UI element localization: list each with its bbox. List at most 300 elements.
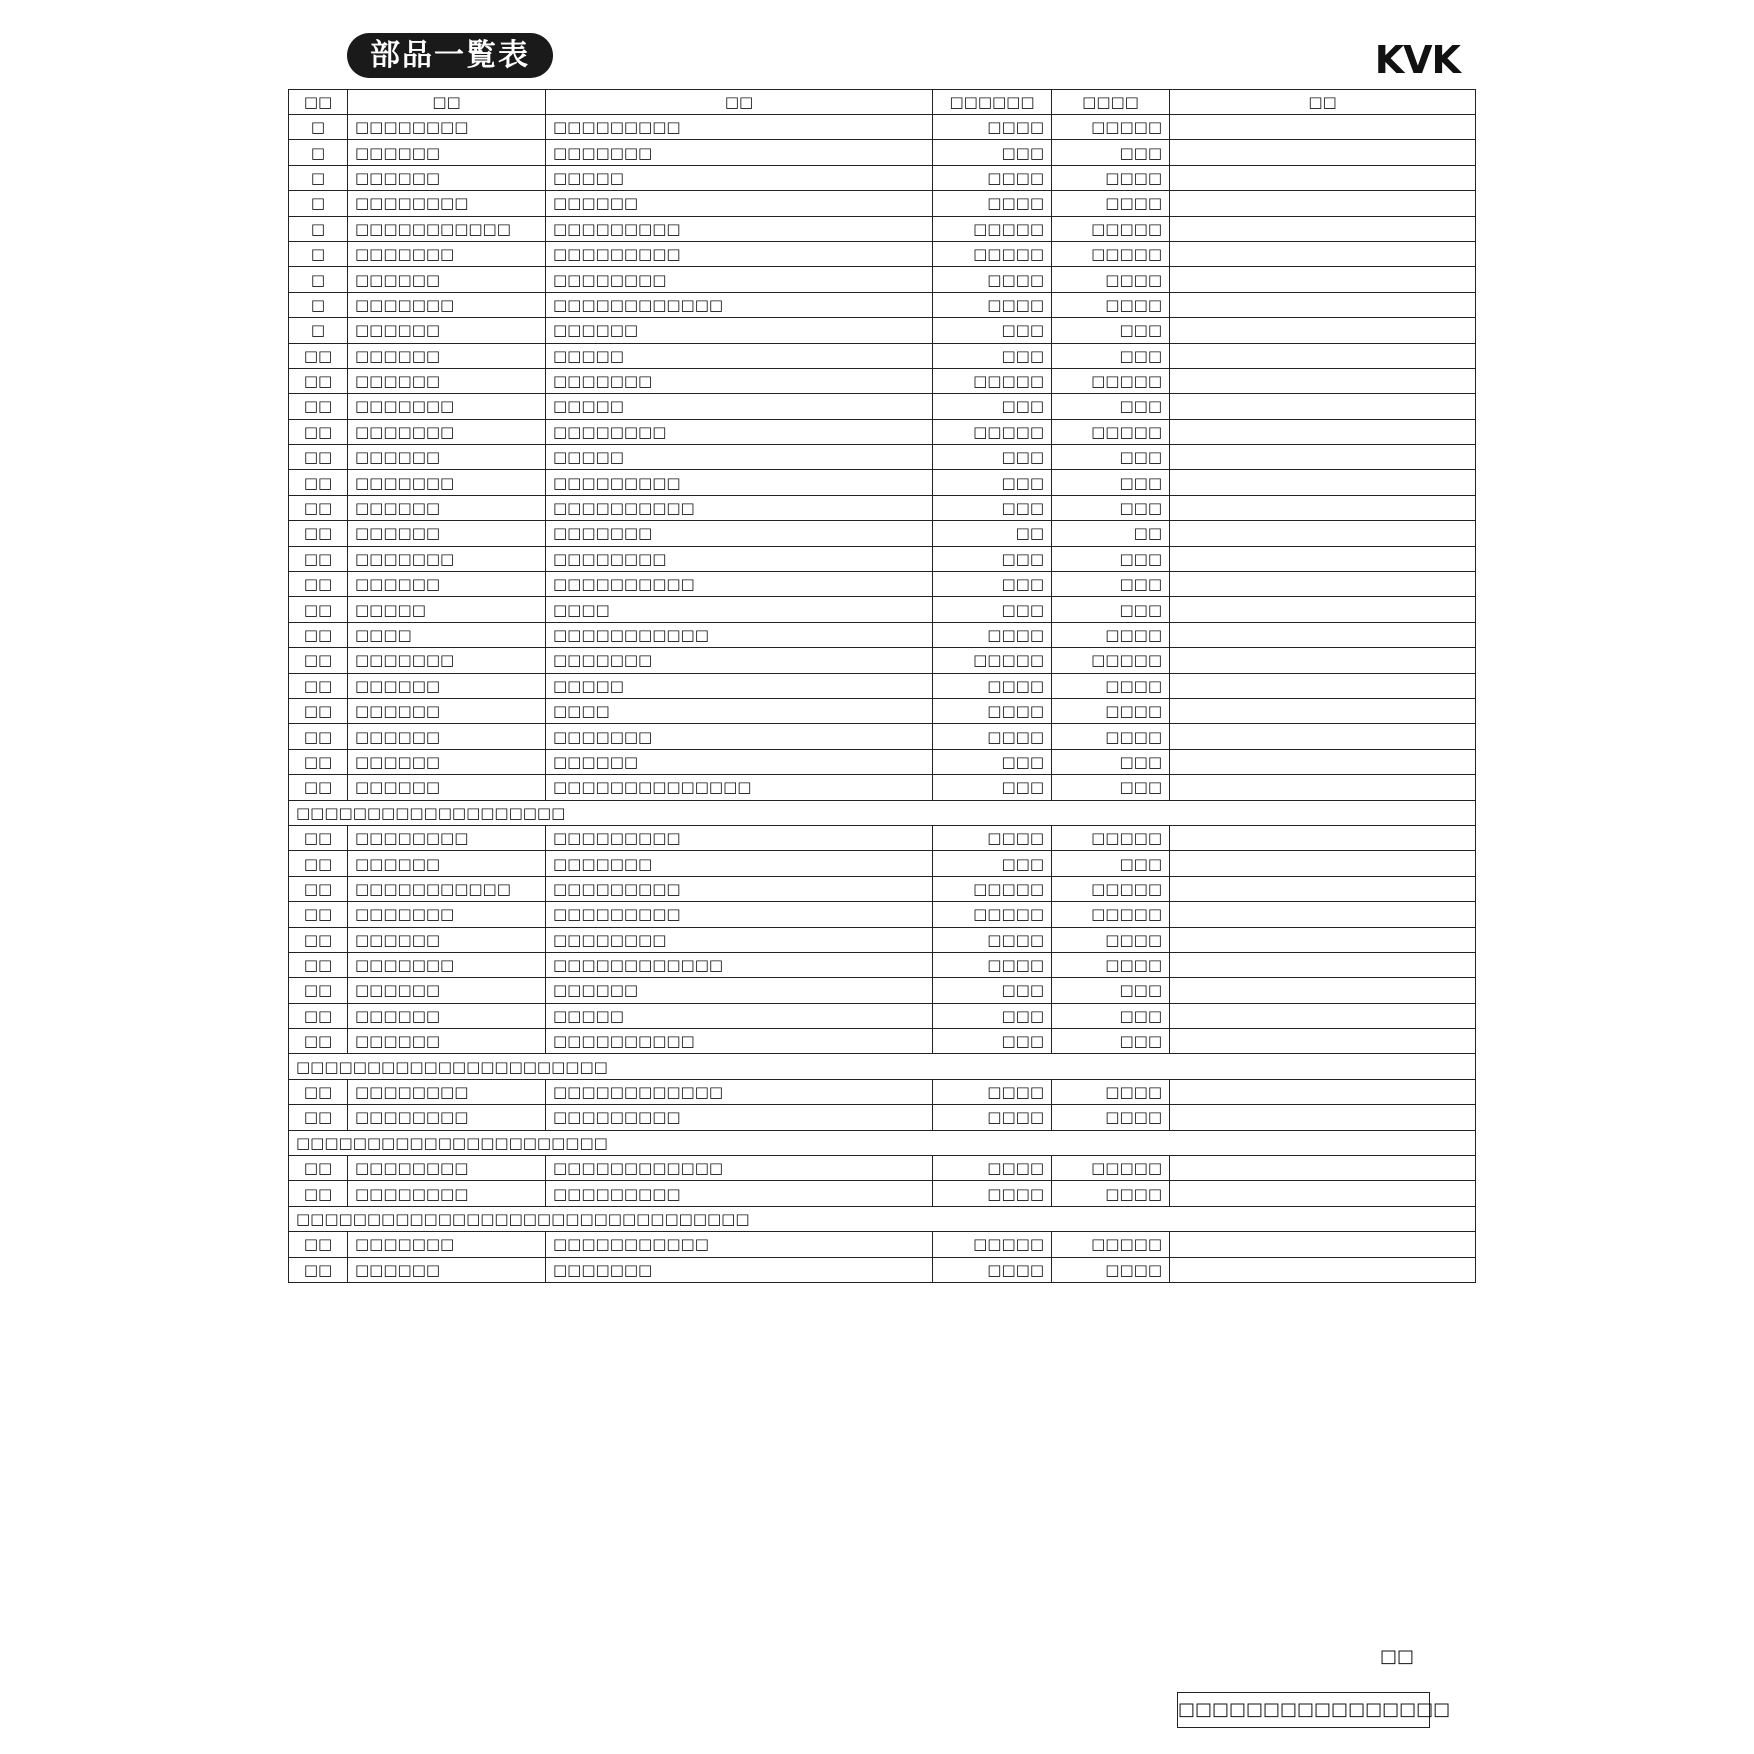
price-excl-tax: □□□□□ (1052, 1232, 1170, 1257)
table-row (289, 140, 1476, 165)
remarks (1170, 622, 1476, 647)
table-row (289, 978, 1476, 1003)
price-excl-tax: □□□□□ (1052, 1156, 1170, 1181)
remarks (1170, 825, 1476, 850)
table-row (289, 241, 1476, 266)
part-number: □□ (289, 597, 348, 622)
part-code: □□□□□ (348, 597, 546, 622)
remarks (1170, 318, 1476, 343)
part-name: □□□□□ (546, 445, 933, 470)
part-number: □□ (289, 825, 348, 850)
brand-logo: KVK (1374, 38, 1460, 82)
part-name: □□□□□ (546, 394, 933, 419)
list-price: □□□□ (933, 698, 1052, 723)
part-name: □□□□□□□□□ (546, 1181, 933, 1206)
part-name: □□□□□□□ (546, 521, 933, 546)
remarks (1170, 927, 1476, 952)
parts-table (288, 89, 1476, 1283)
remarks (1170, 1257, 1476, 1282)
price-excl-tax: □□□□□ (1052, 648, 1170, 673)
part-code: □□□□□□ (348, 978, 546, 1003)
section-row (289, 800, 1476, 825)
table-body (289, 115, 1476, 1283)
part-code: □□□□□□□□□□□ (348, 216, 546, 241)
remarks (1170, 978, 1476, 1003)
part-name: □□□□□□□ (546, 851, 933, 876)
price-excl-tax: □□□□ (1052, 952, 1170, 977)
price-excl-tax: □□□ (1052, 749, 1170, 774)
column-header-note: □□ (1170, 90, 1476, 115)
list-price: □□□□ (933, 1105, 1052, 1130)
part-name: □□□□□□□□□□□□ (546, 1079, 933, 1104)
remarks (1170, 419, 1476, 444)
remarks (1170, 546, 1476, 571)
price-excl-tax: □□□□□ (1052, 115, 1170, 140)
part-code: □□□□□□□ (348, 1232, 546, 1257)
remarks (1170, 851, 1476, 876)
part-number: □□ (289, 495, 348, 520)
table-row (289, 902, 1476, 927)
list-price: □□□□□ (933, 1232, 1052, 1257)
remarks (1170, 495, 1476, 520)
part-number: □□ (289, 724, 348, 749)
part-number: □□ (289, 622, 348, 647)
list-price: □□□ (933, 572, 1052, 597)
part-code: □□□□□□□□ (348, 1079, 546, 1104)
remarks (1170, 775, 1476, 800)
table-row (289, 724, 1476, 749)
part-number: □□ (289, 546, 348, 571)
part-number: □□ (289, 978, 348, 1003)
price-excl-tax: □□□ (1052, 1003, 1170, 1028)
part-name: □□□□□□□ (546, 140, 933, 165)
remarks (1170, 267, 1476, 292)
price-excl-tax: □□□□□ (1052, 419, 1170, 444)
part-name: □□□□□□□□□ (546, 216, 933, 241)
part-name: □□□□□ (546, 343, 933, 368)
part-number: □ (289, 267, 348, 292)
part-number: □□ (289, 648, 348, 673)
part-number: □□ (289, 851, 348, 876)
part-code: □□□□□□□ (348, 292, 546, 317)
price-excl-tax: □□□ (1052, 1029, 1170, 1054)
part-number: □□ (289, 470, 348, 495)
price-excl-tax: □□□ (1052, 546, 1170, 571)
price-excl-tax: □□□□ (1052, 1105, 1170, 1130)
section-row (289, 1054, 1476, 1079)
part-name: □□□□ (546, 597, 933, 622)
list-price: □□□□ (933, 191, 1052, 216)
part-name: □□□□□□□□□□□□ (546, 1156, 933, 1181)
column-header-excl: □□□□ (1052, 90, 1170, 115)
part-code: □□□□□□ (348, 572, 546, 597)
section-row (289, 1206, 1476, 1231)
part-number: □□ (289, 1079, 348, 1104)
part-number: □ (289, 191, 348, 216)
list-price: □□□□ (933, 952, 1052, 977)
list-price: □□□ (933, 851, 1052, 876)
part-number: □ (289, 140, 348, 165)
part-number: □□ (289, 952, 348, 977)
part-name: □□□□□□□□□ (546, 902, 933, 927)
column-header-name: □□ (546, 90, 933, 115)
table-header-row (289, 90, 1476, 115)
list-price: □□□□ (933, 1181, 1052, 1206)
table-row (289, 318, 1476, 343)
part-number: □□ (289, 445, 348, 470)
part-number: □ (289, 115, 348, 140)
part-name: □□□□□□ (546, 191, 933, 216)
part-name: □□□□ (546, 698, 933, 723)
list-price: □□□ (933, 597, 1052, 622)
price-excl-tax: □□□□ (1052, 1257, 1170, 1282)
price-excl-tax: □□□□□ (1052, 876, 1170, 901)
part-number: □□ (289, 1029, 348, 1054)
table-row (289, 775, 1476, 800)
list-price: □□□ (933, 546, 1052, 571)
list-price: □□□□□ (933, 419, 1052, 444)
part-code: □□□□□□ (348, 775, 546, 800)
part-code: □□□□□□ (348, 673, 546, 698)
table-row (289, 419, 1476, 444)
part-number: □ (289, 165, 348, 190)
part-number: □□ (289, 394, 348, 419)
price-excl-tax: □□□ (1052, 775, 1170, 800)
part-code: □□□□□□□ (348, 470, 546, 495)
remarks (1170, 292, 1476, 317)
part-code: □□□□□□ (348, 318, 546, 343)
part-name: □□□□□□□ (546, 368, 933, 393)
list-price: □□□□ (933, 165, 1052, 190)
list-price: □□ (933, 521, 1052, 546)
part-number: □□ (289, 1003, 348, 1028)
price-excl-tax: □□□□□ (1052, 241, 1170, 266)
price-excl-tax: □□□ (1052, 445, 1170, 470)
list-price: □□□□ (933, 724, 1052, 749)
table-row (289, 470, 1476, 495)
part-name: □□□□□□ (546, 978, 933, 1003)
table-row (289, 851, 1476, 876)
list-price: □□□ (933, 140, 1052, 165)
part-name: □□□□□□□□□ (546, 876, 933, 901)
table-row (289, 749, 1476, 774)
part-code: □□□□□□ (348, 1029, 546, 1054)
part-name: □□□□□ (546, 673, 933, 698)
part-number: □□ (289, 368, 348, 393)
part-name: □□□□□□□□ (546, 546, 933, 571)
section-label: □□□□□□□□□□□□□□□□□□□ (289, 800, 1476, 825)
remarks (1170, 572, 1476, 597)
price-excl-tax: □□□□ (1052, 1181, 1170, 1206)
price-excl-tax: □□□□ (1052, 927, 1170, 952)
part-name: □□□□□□□□□□□□ (546, 952, 933, 977)
remarks (1170, 115, 1476, 140)
remarks (1170, 1079, 1476, 1104)
list-price: □□□□□ (933, 902, 1052, 927)
price-excl-tax: □□□□ (1052, 622, 1170, 647)
part-name: □□□□□□□ (546, 724, 933, 749)
price-excl-tax: □□□□□ (1052, 825, 1170, 850)
part-code: □□□□□□ (348, 495, 546, 520)
price-excl-tax: □□□ (1052, 572, 1170, 597)
part-name: □□□□□□□□ (546, 927, 933, 952)
part-code: □□□□□□□ (348, 419, 546, 444)
part-number: □□ (289, 1181, 348, 1206)
part-number: □□ (289, 775, 348, 800)
remarks (1170, 1181, 1476, 1206)
table-row (289, 698, 1476, 723)
list-price: □□□□ (933, 292, 1052, 317)
part-name: □□□□□□□□□□□ (546, 622, 933, 647)
section-row (289, 1130, 1476, 1155)
price-excl-tax: □□□□□ (1052, 902, 1170, 927)
section-label: □□□□□□□□□□□□□□□□□□□□□□ (289, 1054, 1476, 1079)
part-code: □□□□□□ (348, 521, 546, 546)
price-excl-tax: □□□ (1052, 470, 1170, 495)
part-name: □□□□□□□□□ (546, 1105, 933, 1130)
remarks (1170, 952, 1476, 977)
part-number: □ (289, 216, 348, 241)
table-row (289, 1232, 1476, 1257)
table-row (289, 876, 1476, 901)
list-price: □□□ (933, 775, 1052, 800)
part-name: □□□□□□□ (546, 1257, 933, 1282)
remarks (1170, 191, 1476, 216)
table-row (289, 394, 1476, 419)
price-excl-tax: □□□□ (1052, 191, 1170, 216)
remarks (1170, 1105, 1476, 1130)
price-excl-tax: □□□□ (1052, 267, 1170, 292)
list-price: □□□□ (933, 1079, 1052, 1104)
part-code: □□□□□□ (348, 927, 546, 952)
part-number: □□ (289, 698, 348, 723)
list-price: □□□ (933, 394, 1052, 419)
part-number: □□ (289, 749, 348, 774)
part-name: □□□□□□ (546, 749, 933, 774)
part-name: □□□□□□□□□□ (546, 1029, 933, 1054)
remarks (1170, 876, 1476, 901)
table-row (289, 1181, 1476, 1206)
list-price: □□□ (933, 343, 1052, 368)
part-code: □□□□□□ (348, 698, 546, 723)
table-row (289, 1079, 1476, 1104)
price-excl-tax: □□□ (1052, 318, 1170, 343)
table-row (289, 952, 1476, 977)
part-code: □□□□□□□□ (348, 115, 546, 140)
part-code: □□□□□□□ (348, 241, 546, 266)
list-price: □□□□ (933, 1156, 1052, 1181)
part-number: □□ (289, 876, 348, 901)
part-code: □□□□□□□ (348, 952, 546, 977)
remarks (1170, 698, 1476, 723)
list-price: □□□ (933, 318, 1052, 343)
remarks (1170, 216, 1476, 241)
part-number: □ (289, 318, 348, 343)
table-row (289, 572, 1476, 597)
price-excl-tax: □□ (1052, 521, 1170, 546)
part-code: □□□□□□□□□□□ (348, 876, 546, 901)
remarks (1170, 1003, 1476, 1028)
part-number: □□ (289, 902, 348, 927)
part-code: □□□□□□ (348, 724, 546, 749)
price-excl-tax: □□□□ (1052, 698, 1170, 723)
section-label: □□□□□□□□□□□□□□□□□□□□□□ (289, 1130, 1476, 1155)
part-number: □□ (289, 343, 348, 368)
part-number: □□ (289, 521, 348, 546)
remarks (1170, 1156, 1476, 1181)
table-row (289, 191, 1476, 216)
document-code: □□□□□□□□□□□□□□□□ (1177, 1692, 1430, 1728)
table-row (289, 115, 1476, 140)
part-number: □□ (289, 1105, 348, 1130)
part-name: □□□□□□□□ (546, 267, 933, 292)
remarks (1170, 521, 1476, 546)
price-excl-tax: □□□□ (1052, 1079, 1170, 1104)
list-price: □□□□□ (933, 648, 1052, 673)
part-code: □□□□□□ (348, 343, 546, 368)
remarks (1170, 368, 1476, 393)
list-price: □□□□ (933, 673, 1052, 698)
remarks (1170, 648, 1476, 673)
table-row (289, 368, 1476, 393)
column-header-code: □□ (348, 90, 546, 115)
list-price: □□□□□ (933, 241, 1052, 266)
table-row (289, 597, 1476, 622)
part-number: □□ (289, 927, 348, 952)
part-number: □ (289, 292, 348, 317)
part-code: □□□□□□□□ (348, 191, 546, 216)
price-excl-tax: □□□□ (1052, 292, 1170, 317)
table-row (289, 521, 1476, 546)
table-row (289, 495, 1476, 520)
table-row (289, 165, 1476, 190)
table-row (289, 927, 1476, 952)
part-code: □□□□□□ (348, 851, 546, 876)
part-name: □□□□□□□□□□ (546, 572, 933, 597)
price-excl-tax: □□□ (1052, 394, 1170, 419)
table-row (289, 1156, 1476, 1181)
table-row (289, 1029, 1476, 1054)
list-price: □□□□□ (933, 368, 1052, 393)
table-row (289, 343, 1476, 368)
list-price: □□□ (933, 1029, 1052, 1054)
remarks (1170, 165, 1476, 190)
part-code: □□□□□□ (348, 1257, 546, 1282)
part-name: □□□□□□□□□ (546, 241, 933, 266)
remarks (1170, 343, 1476, 368)
part-number: □□ (289, 1156, 348, 1181)
part-name: □□□□□□□□ (546, 419, 933, 444)
part-number: □□ (289, 419, 348, 444)
list-price: □□□ (933, 1003, 1052, 1028)
part-name: □□□□□□□□□□□□ (546, 292, 933, 317)
part-code: □□□□□□ (348, 140, 546, 165)
price-excl-tax: □□□ (1052, 597, 1170, 622)
table-row (289, 1257, 1476, 1282)
list-price: □□□□ (933, 267, 1052, 292)
price-excl-tax: □□□ (1052, 851, 1170, 876)
part-code: □□□□ (348, 622, 546, 647)
part-number: □□ (289, 673, 348, 698)
part-code: □□□□□□□ (348, 546, 546, 571)
price-excl-tax: □□□□ (1052, 673, 1170, 698)
price-excl-tax: □□□□□ (1052, 216, 1170, 241)
part-code: □□□□□□□□ (348, 1105, 546, 1130)
part-number: □□ (289, 572, 348, 597)
list-price: □□□□ (933, 622, 1052, 647)
table-row (289, 445, 1476, 470)
part-code: □□□□□□□□ (348, 1156, 546, 1181)
part-number: □□ (289, 1257, 348, 1282)
remarks (1170, 902, 1476, 927)
part-name: □□□□□□□□□□□ (546, 1232, 933, 1257)
part-name: □□□□□□□□□ (546, 825, 933, 850)
remarks (1170, 445, 1476, 470)
list-price: □□□ (933, 495, 1052, 520)
part-code: □□□□□□ (348, 368, 546, 393)
price-excl-tax: □□□ (1052, 495, 1170, 520)
part-code: □□□□□□ (348, 445, 546, 470)
list-price: □□□ (933, 470, 1052, 495)
part-code: □□□□□□□□ (348, 825, 546, 850)
column-header-price: □□□□□□ (933, 90, 1052, 115)
remarks (1170, 1232, 1476, 1257)
table-row (289, 673, 1476, 698)
price-excl-tax: □□□ (1052, 140, 1170, 165)
column-header-no: □□ (289, 90, 348, 115)
list-price: □□□ (933, 978, 1052, 1003)
part-name: □□□□□□□ (546, 648, 933, 673)
part-number: □ (289, 241, 348, 266)
section-label: □□□□□□□□□□□□□□□□□□□□□□□□□□□□□□□□ (289, 1206, 1476, 1231)
part-name: □□□□□□□□□ (546, 115, 933, 140)
part-code: □□□□□□□ (348, 648, 546, 673)
part-name: □□□□□□□□□□□□□□ (546, 775, 933, 800)
part-name: □□□□□□□□□ (546, 470, 933, 495)
table-row (289, 267, 1476, 292)
list-price: □□□□ (933, 1257, 1052, 1282)
list-price: □□□ (933, 749, 1052, 774)
remarks (1170, 749, 1476, 774)
list-price: □□□□□ (933, 876, 1052, 901)
remarks (1170, 597, 1476, 622)
part-code: □□□□□□□□ (348, 1181, 546, 1206)
table-row (289, 1105, 1476, 1130)
list-price: □□□□ (933, 927, 1052, 952)
remarks (1170, 1029, 1476, 1054)
part-name: □□□□□ (546, 1003, 933, 1028)
table-row (289, 546, 1476, 571)
part-name: □□□□□□ (546, 318, 933, 343)
page-title: 部品一覧表 (347, 33, 553, 78)
part-code: □□□□□□ (348, 267, 546, 292)
list-price: □□□□ (933, 115, 1052, 140)
remarks (1170, 724, 1476, 749)
list-price: □□□ (933, 445, 1052, 470)
remarks (1170, 673, 1476, 698)
part-code: □□□□□□ (348, 749, 546, 774)
price-excl-tax: □□□ (1052, 343, 1170, 368)
price-excl-tax: □□□ (1052, 978, 1170, 1003)
list-price: □□□□ (933, 825, 1052, 850)
table-row (289, 622, 1476, 647)
list-price: □□□□□ (933, 216, 1052, 241)
remarks (1170, 394, 1476, 419)
table-row (289, 1003, 1476, 1028)
page-number: □□ (1380, 1646, 1415, 1667)
table-row (289, 648, 1476, 673)
part-name: □□□□□□□□□□ (546, 495, 933, 520)
